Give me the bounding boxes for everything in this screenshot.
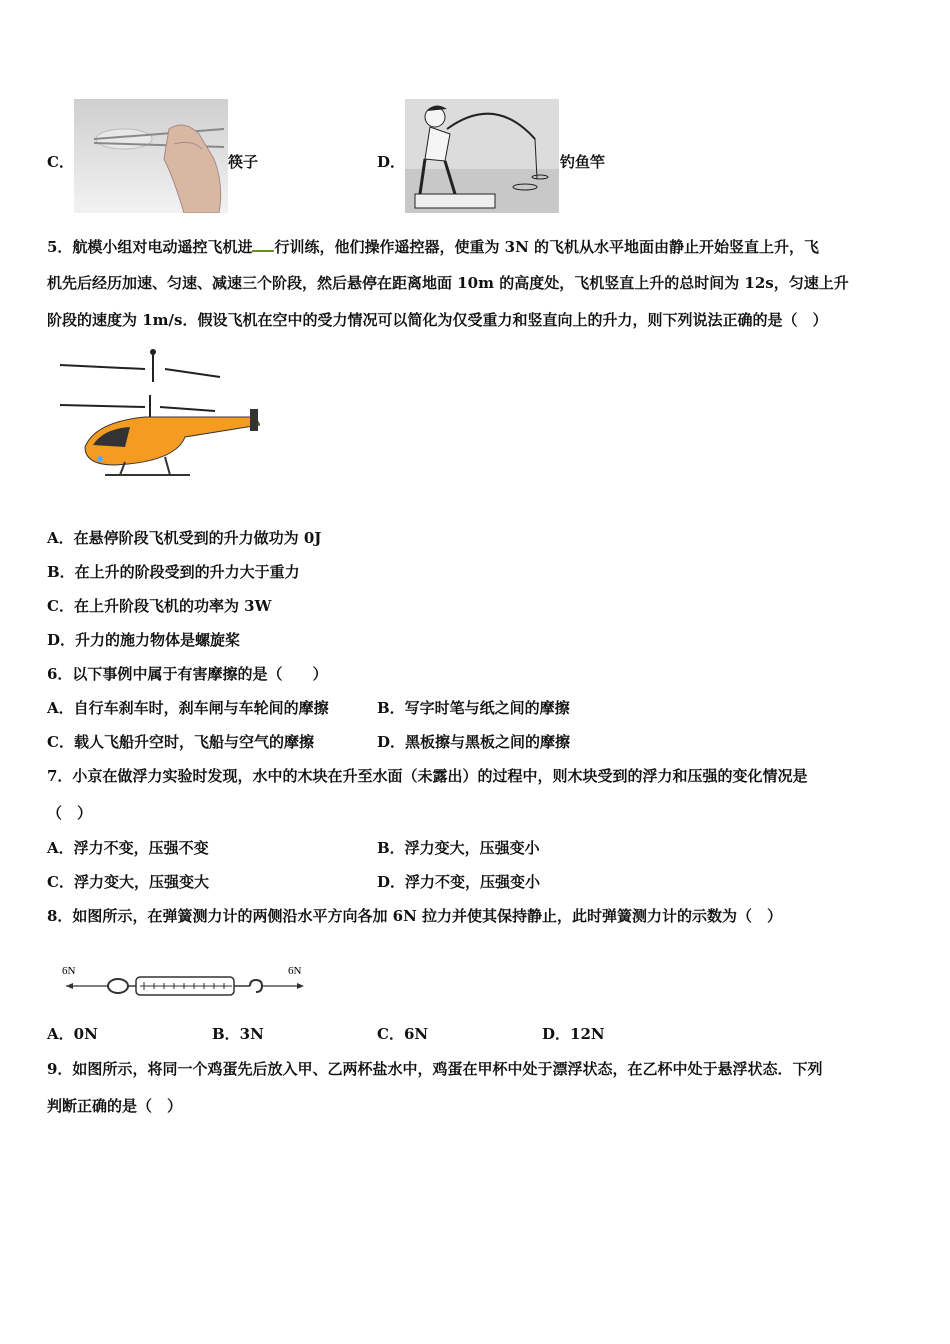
q4-option-c-text: 筷子 <box>228 153 259 171</box>
q6-stem: 6．以下事例中属于有害摩擦的是（ ） <box>47 665 328 683</box>
q5-option-d: D．升力的施力物体是螺旋桨 <box>47 631 241 649</box>
q6-option-c: C．载人飞船升空时，飞船与空气的摩擦 <box>47 733 314 751</box>
q6-option-b: B．写字时笔与纸之间的摩擦 <box>377 699 570 717</box>
q7-option-b: B．浮力变大，压强变小 <box>377 839 540 857</box>
q5-option-c: C．在上升阶段飞机的功率为 3W <box>47 597 272 615</box>
spring-scale-figure <box>60 962 310 1002</box>
left-force-label: 6N <box>62 965 76 977</box>
q7-stem-line2: （ ） <box>47 804 93 822</box>
q8-option-b: B．3N <box>212 1025 264 1043</box>
rc-helicopter-image <box>55 347 260 492</box>
q7-option-c: C．浮力变大，压强变大 <box>47 873 209 891</box>
q5-stem-line3: 阶段的速度为 1m/s．假设飞机在空中的受力情况可以简化为仅受重力和竖直向上的升力，则下列说法正确的是（ ） <box>47 311 828 329</box>
q9-stem-line2: 判断正确的是（ ） <box>47 1097 183 1115</box>
q5-stem-line2: 机先后经历加速、匀速、减速三个阶段，然后悬停在距离地面 10m 的高度处，飞机竖直上升的总时间为 12s，匀速上升 <box>47 274 849 292</box>
q5-option-a: A．在悬停阶段飞机受到的升力做功为 0J <box>47 529 322 547</box>
q8-stem: 8．如图所示，在弹簧测力计的两侧沿水平方向各加 6N 拉力并使其保持静止，此时弹簧测力计的示数为（ ） <box>47 907 783 925</box>
q6-option-a: A．自行车刹车时，刹车闸与车轮间的摩擦 <box>47 699 329 717</box>
q7-stem-line1: 7．小京在做浮力实验时发现，水中的木块在升至水面（未露出）的过程中，则木块受到的浮力和压强的变化情况是 <box>47 767 808 785</box>
right-force-label: 6N <box>288 965 302 977</box>
q9-stem-line1: 9．如图所示，将同一个鸡蛋先后放入甲、乙两杯盐水中，鸡蛋在甲杯中处于漂浮状态，在乙杯中处于悬浮状态．下列 <box>47 1060 823 1078</box>
q8-option-c: C．6N <box>377 1025 429 1043</box>
q5-stem-line1: 5．航模小组对电动遥控飞机进 行训练，他们操作遥控器，使重为 3N 的飞机从水平地面由静止开始竖直上升，飞 <box>47 238 820 256</box>
q6-option-d: D．黑板擦与黑板之间的摩擦 <box>377 733 571 751</box>
fishing-rod-image <box>405 99 559 213</box>
blank-underline <box>252 236 274 252</box>
q8-option-a: A．0N <box>47 1025 98 1043</box>
q7-option-a: A．浮力不变，压强不变 <box>47 839 209 857</box>
q4-option-d-label: D． <box>377 153 406 171</box>
q7-option-d: D．浮力不变，压强变小 <box>377 873 541 891</box>
chopsticks-image <box>74 99 228 213</box>
q4-option-d-text: 钓鱼竿 <box>560 153 606 171</box>
q5-option-b: B．在上升的阶段受到的升力大于重力 <box>47 563 300 581</box>
q4-option-c-label: C． <box>47 153 74 171</box>
q8-option-d: D．12N <box>542 1025 605 1043</box>
